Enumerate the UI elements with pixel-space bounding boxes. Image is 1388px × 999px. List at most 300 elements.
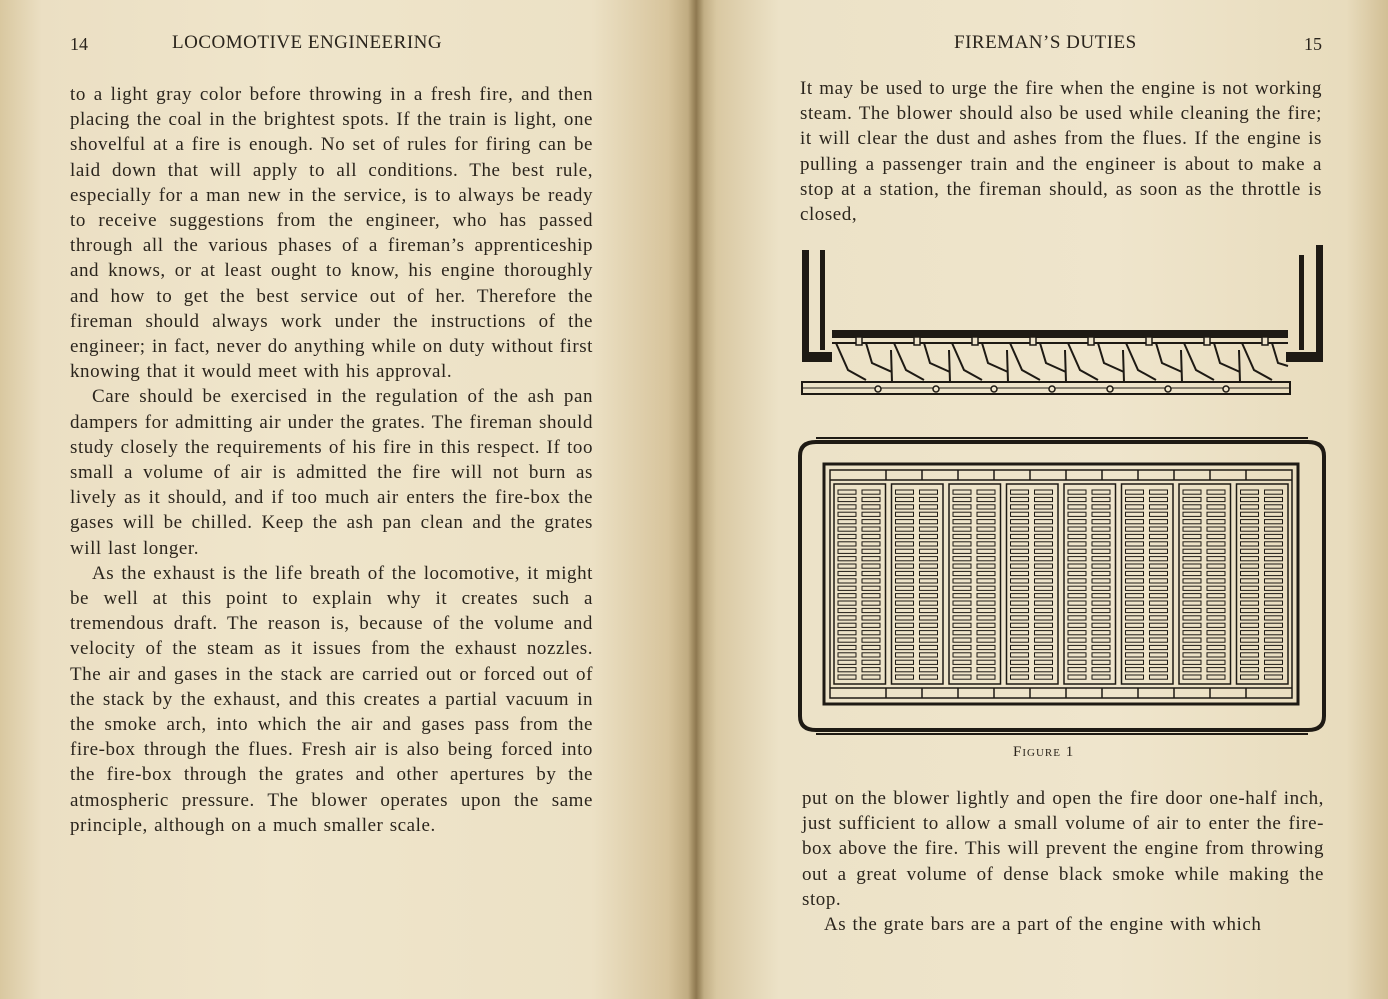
grate-slot [1265, 549, 1283, 553]
grate-slot [1011, 616, 1029, 620]
grate-slot [838, 631, 856, 635]
grate-slot [1150, 497, 1168, 501]
grate-slot [1126, 512, 1144, 516]
grate-slot [1035, 594, 1053, 598]
grate-slot [1126, 668, 1144, 672]
grate-slot [1068, 623, 1086, 627]
grate-slot [1092, 527, 1110, 531]
grate-slot [1183, 571, 1201, 575]
grate-slot [1207, 534, 1225, 538]
grate-slot [920, 564, 938, 568]
grate-slot [1183, 564, 1201, 568]
grate-slot [1011, 601, 1029, 605]
grate-slot [1035, 631, 1053, 635]
grate-slot [838, 623, 856, 627]
grate-slot [1011, 653, 1029, 657]
grate-slot [953, 586, 971, 590]
grate-slot [953, 497, 971, 501]
grate-slot [977, 616, 995, 620]
grate-slot [920, 594, 938, 598]
grate-slot [1126, 520, 1144, 524]
grate-slot [1207, 520, 1225, 524]
grate-slot [1241, 594, 1259, 598]
grate-slot [1035, 579, 1053, 583]
grate-slot [1265, 490, 1283, 494]
grate-slot [1035, 623, 1053, 627]
grate-slot [1150, 631, 1168, 635]
grate-slot [1207, 594, 1225, 598]
grate-slot [896, 564, 914, 568]
grate-slot [1035, 542, 1053, 546]
grate-slot [953, 512, 971, 516]
grate-slot [1241, 668, 1259, 672]
grate-slot [920, 608, 938, 612]
grate-slot [1183, 579, 1201, 583]
grate-slot [1011, 638, 1029, 642]
grate-slot [838, 675, 856, 679]
grate-slot [838, 586, 856, 590]
grate-sections [834, 484, 1288, 684]
grate-slot [862, 645, 880, 649]
grate-slot [1035, 557, 1053, 561]
grate-slot [1150, 557, 1168, 561]
right-running-head: FIREMAN’S DUTIES [954, 32, 1137, 53]
grate-slot [1241, 638, 1259, 642]
grate-slot [953, 505, 971, 509]
grate-slot [1011, 557, 1029, 561]
grate-slot [862, 564, 880, 568]
grate-slot [1068, 594, 1086, 598]
grate-slot [1092, 534, 1110, 538]
grate-slot [1092, 601, 1110, 605]
grate-slot [1207, 668, 1225, 672]
grate-slot [1183, 586, 1201, 590]
grate-slot [838, 520, 856, 524]
left-running-head: LOCOMOTIVE ENGINEERING [172, 32, 443, 53]
grate-slot [1150, 571, 1168, 575]
grate-slot [1207, 660, 1225, 664]
grate-slot [862, 534, 880, 538]
grate-slot [1092, 542, 1110, 546]
grate-slot [1183, 638, 1201, 642]
grate-slot [977, 571, 995, 575]
grate-slot [1092, 631, 1110, 635]
grate-slot [1265, 512, 1283, 516]
grate-slot [838, 490, 856, 494]
grate-slot [896, 668, 914, 672]
grate-slot [1068, 660, 1086, 664]
grate-slot [977, 564, 995, 568]
grate-slot [1035, 571, 1053, 575]
grate-slot [838, 638, 856, 642]
left-page-number: 14 [70, 34, 88, 54]
grate-slot [896, 534, 914, 538]
grate-slot [953, 594, 971, 598]
grate-slot [1126, 638, 1144, 642]
grate-slot [862, 579, 880, 583]
grate-slot [1011, 512, 1029, 516]
grate-slot [1241, 527, 1259, 531]
grate-slot [862, 594, 880, 598]
grate-slot [953, 601, 971, 605]
grate-slot [1265, 668, 1283, 672]
grate-slot [1035, 512, 1053, 516]
grate-slot [1035, 660, 1053, 664]
grate-slot [1241, 549, 1259, 553]
grate-slot [1241, 653, 1259, 657]
grate-slot [862, 660, 880, 664]
grate-slot [1068, 653, 1086, 657]
grate-slot [896, 594, 914, 598]
grate-slot [953, 520, 971, 524]
grate-slot [896, 623, 914, 627]
grate-slot [1092, 490, 1110, 494]
grate-slot [977, 586, 995, 590]
grate-slot [1265, 527, 1283, 531]
grate-slot [1183, 594, 1201, 598]
grate-slot [1265, 564, 1283, 568]
grate-slot [1150, 586, 1168, 590]
grate-slot [1068, 557, 1086, 561]
grate-slot [920, 668, 938, 672]
grate-slot [1265, 579, 1283, 583]
paragraph: It may be used to urge the fire when the engine is not working steam. The blower should also be used while cleaning the fire; it will clear the dust and ashes from the flues. If the engine is pulling a passenger train and the engineer is about to make a stop at a station, the fireman should, as soon as the throttle is closed, [800, 78, 1322, 226]
grate-slot [896, 608, 914, 612]
grate-slot [1207, 653, 1225, 657]
grate-slot [1183, 645, 1201, 649]
grate-slot [1150, 645, 1168, 649]
grate-slot [838, 564, 856, 568]
grate-slot [977, 520, 995, 524]
grate-slot [1068, 505, 1086, 509]
grate-slot [1207, 608, 1225, 612]
grate-slot [977, 653, 995, 657]
grate-slot [953, 564, 971, 568]
grate-slot [1011, 542, 1029, 546]
grate-slot [920, 616, 938, 620]
grate-slot [896, 601, 914, 605]
grate-slot [1011, 527, 1029, 531]
grate-slot [862, 668, 880, 672]
grate-slot [896, 497, 914, 501]
grate-slot [1183, 512, 1201, 516]
grate-slot [1068, 490, 1086, 494]
grate-slot [862, 505, 880, 509]
grate-section [949, 484, 1001, 684]
grate-slot [977, 668, 995, 672]
grate-slot [1126, 631, 1144, 635]
grate-slot [1150, 520, 1168, 524]
grate-slot [1092, 505, 1110, 509]
grate-slot [1011, 675, 1029, 679]
grate-slot [1068, 549, 1086, 553]
grate-section [1064, 484, 1116, 684]
paragraph: As the exhaust is the life breath of the locomotive, it might be well at this point to explain why it creates such a tremendous draft. The reason is, because of the volume and velocity of the steam as it issues from the exhaust nozzles. The air and gases in the stack are carried out or forced out of the stack by the exhaust, and this creates a partial vacuum in the smoke arch, into which the air and gases pass from the fire-box through the flues. Fresh air is also being forced into the fire-box through the grates and other apertures by the atmospheric pressure. The blower operates upon the same principle, although on a much smaller scale. [70, 562, 593, 836]
paragraph: to a light gray color before throwing in a fresh fire, and then placing the coal in the brightest spots. If the train is light, one shovelful at a fire is enough. No set of rules for firing can be laid down that will apply to all conditions. The best rule, especially for a man new in the service, is to always be ready to receive suggestions from the engineer, who has passed through all the various phases of a fireman’s apprenticeship and knows, or at least ought to know, his engine thoroughly and how to get the best service out of her. Therefore the fireman should always work under the instructions of the engineer; in fact, never do anything while on duty without first knowing that it would meet with his approval. [70, 84, 593, 383]
grate-slot [838, 557, 856, 561]
grate-section [1179, 484, 1231, 684]
grate-slot [862, 601, 880, 605]
grate-slot [1241, 675, 1259, 679]
grate-slot [1068, 564, 1086, 568]
grate-slot [1207, 616, 1225, 620]
grate-slot [953, 608, 971, 612]
grate-slot [920, 645, 938, 649]
grate-slot [1068, 601, 1086, 605]
grate-slot [1011, 490, 1029, 494]
grate-slot [1241, 586, 1259, 590]
grate-slot [1092, 653, 1110, 657]
grate-slot [896, 579, 914, 583]
grate-slot [1011, 608, 1029, 612]
grate-slot [896, 631, 914, 635]
grate-slot [1150, 608, 1168, 612]
grate-slot [1126, 579, 1144, 583]
grate-slot [896, 571, 914, 575]
grate-slot [862, 542, 880, 546]
grate-slot [1126, 616, 1144, 620]
grate-slot [1035, 608, 1053, 612]
grate-slot [1183, 557, 1201, 561]
grate-slot [1265, 631, 1283, 635]
grate-slot [1011, 549, 1029, 553]
grate-slot [1011, 505, 1029, 509]
grate-slot [1126, 534, 1144, 538]
grate-slot [838, 505, 856, 509]
grate-slot [977, 579, 995, 583]
grate-slot [977, 557, 995, 561]
grate-slot [1241, 564, 1259, 568]
grate-section [892, 484, 944, 684]
grate-slot [920, 660, 938, 664]
grate-slot [896, 490, 914, 494]
grate-slot [920, 520, 938, 524]
grate-slot [1183, 601, 1201, 605]
grate-slot [862, 675, 880, 679]
right-page [696, 0, 1388, 999]
grate-slot [977, 512, 995, 516]
grate-slot [1035, 645, 1053, 649]
grate-slot [977, 601, 995, 605]
grate-slot [1265, 571, 1283, 575]
grate-slot [977, 505, 995, 509]
grate-slot [1035, 505, 1053, 509]
grate-slot [920, 653, 938, 657]
grate-slot [920, 579, 938, 583]
grate-slot [920, 675, 938, 679]
grate-slot [977, 490, 995, 494]
grate-slot [1183, 497, 1201, 501]
grate-slot [1241, 601, 1259, 605]
grate-slot [953, 638, 971, 642]
grate-slot [1241, 534, 1259, 538]
grate-slot [1011, 564, 1029, 568]
grate-side-view [802, 245, 1323, 394]
grate-slot [1241, 571, 1259, 575]
grate-slot [1092, 675, 1110, 679]
grate-slot [1035, 586, 1053, 590]
grate-slot [1207, 645, 1225, 649]
grate-slot [838, 616, 856, 620]
grate-slot [1150, 660, 1168, 664]
grate-slot [862, 549, 880, 553]
grate-slot [1035, 534, 1053, 538]
grate-slot [1035, 675, 1053, 679]
grate-slot [1207, 675, 1225, 679]
grate-slot [1241, 520, 1259, 524]
grate-slot [1207, 527, 1225, 531]
grate-slot [1092, 594, 1110, 598]
grate-slot [896, 660, 914, 664]
grate-slot [953, 675, 971, 679]
grate-slot [977, 623, 995, 627]
grate-slot [1092, 564, 1110, 568]
grate-slot [1035, 601, 1053, 605]
grate-slot [1241, 542, 1259, 546]
grate-slot [862, 571, 880, 575]
right-page-number: 15 [1304, 34, 1322, 54]
grate-slot [862, 497, 880, 501]
grate-slot [1150, 549, 1168, 553]
grate-slot [1183, 490, 1201, 494]
figure-caption: Figure 1 [1013, 744, 1075, 760]
grate-slot [896, 675, 914, 679]
grate-slot [1150, 668, 1168, 672]
grate-slot [1011, 594, 1029, 598]
grate-slot [977, 675, 995, 679]
grate-slot [953, 631, 971, 635]
grate-slot [1126, 608, 1144, 612]
grate-slot [1265, 505, 1283, 509]
grate-slot [1092, 512, 1110, 516]
grate-slot [896, 586, 914, 590]
grate-slot [1092, 571, 1110, 575]
grate-slot [1207, 497, 1225, 501]
grate-figure [696, 0, 1388, 760]
grate-slot [920, 549, 938, 553]
grate-slot [1092, 616, 1110, 620]
grate-slot [838, 512, 856, 516]
grate-slot [1265, 638, 1283, 642]
paragraph: As the grate bars are a part of the engine with which [824, 914, 1262, 936]
grate-slot [1207, 586, 1225, 590]
grate-slot [1011, 623, 1029, 627]
grate-slot [862, 512, 880, 516]
grate-slot [1092, 557, 1110, 561]
grate-slot [1126, 505, 1144, 509]
grate-slot [1035, 549, 1053, 553]
grate-slot [1265, 557, 1283, 561]
grate-slot [1207, 542, 1225, 546]
grate-slot [1150, 534, 1168, 538]
grate-slot [1011, 631, 1029, 635]
grate-slot [862, 490, 880, 494]
grate-slot [838, 549, 856, 553]
grate-slot [1207, 512, 1225, 516]
grate-slot [1126, 675, 1144, 679]
grate-section [1007, 484, 1059, 684]
grate-slot [953, 527, 971, 531]
grate-slot [838, 645, 856, 649]
grate-slot [1126, 601, 1144, 605]
grate-slot [1126, 594, 1144, 598]
grate-slot [920, 534, 938, 538]
grate-section [1237, 484, 1289, 684]
grate-slot [920, 542, 938, 546]
grate-slot [1207, 549, 1225, 553]
grate-slot [1265, 594, 1283, 598]
grate-slot [1265, 542, 1283, 546]
grate-slot [1092, 497, 1110, 501]
grate-slot [1183, 660, 1201, 664]
grate-slot [1265, 645, 1283, 649]
grate-slot [896, 653, 914, 657]
grate-slot [1183, 542, 1201, 546]
grate-slot [1068, 512, 1086, 516]
grate-slot [1068, 571, 1086, 575]
grate-slot [1265, 623, 1283, 627]
grate-slot [920, 623, 938, 627]
grate-slot [896, 542, 914, 546]
grate-slot [862, 638, 880, 642]
grate-slot [838, 653, 856, 657]
grate-slot [1092, 668, 1110, 672]
grate-slot [1068, 638, 1086, 642]
grate-slot [1035, 616, 1053, 620]
grate-slot [862, 520, 880, 524]
grate-slot [862, 527, 880, 531]
grate-slot [1207, 564, 1225, 568]
grate-slot [1068, 616, 1086, 620]
grate-slot [896, 527, 914, 531]
grate-slot [1183, 520, 1201, 524]
grate-slot [896, 616, 914, 620]
grate-slot [1207, 631, 1225, 635]
grate-slot [1265, 497, 1283, 501]
grate-slot [838, 660, 856, 664]
grate-slot [1150, 623, 1168, 627]
grate-slot [953, 660, 971, 664]
grate-slot [1241, 623, 1259, 627]
grate-slot [1183, 623, 1201, 627]
grate-slot [1241, 616, 1259, 620]
grate-slot [838, 594, 856, 598]
grate-slot [1068, 631, 1086, 635]
grate-slot [1092, 608, 1110, 612]
grate-slot [977, 645, 995, 649]
grate-slot [1241, 505, 1259, 509]
grate-slot [1011, 520, 1029, 524]
grate-slot [838, 534, 856, 538]
grate-slot [977, 594, 995, 598]
grate-slot [862, 608, 880, 612]
grate-slot [1241, 631, 1259, 635]
grate-slot [1183, 608, 1201, 612]
grate-slot [1265, 616, 1283, 620]
grate-plan-view [800, 438, 1324, 734]
grate-slot [862, 631, 880, 635]
grate-slot [896, 638, 914, 642]
grate-slot [1126, 564, 1144, 568]
grate-slot [1035, 564, 1053, 568]
grate-slot [1126, 490, 1144, 494]
grate-slot [977, 497, 995, 501]
grate-slot [1011, 579, 1029, 583]
grate-slot [1068, 608, 1086, 612]
grate-slot [977, 549, 995, 553]
grate-slot [977, 527, 995, 531]
paragraph: put on the blower lightly and open the fire door one-half inch, just sufficient to allow a small volume of air to enter the fire-box above the fire. This will prevent the engine from throwing out a great volume of dense black smoke while making the stop. [802, 788, 1324, 910]
